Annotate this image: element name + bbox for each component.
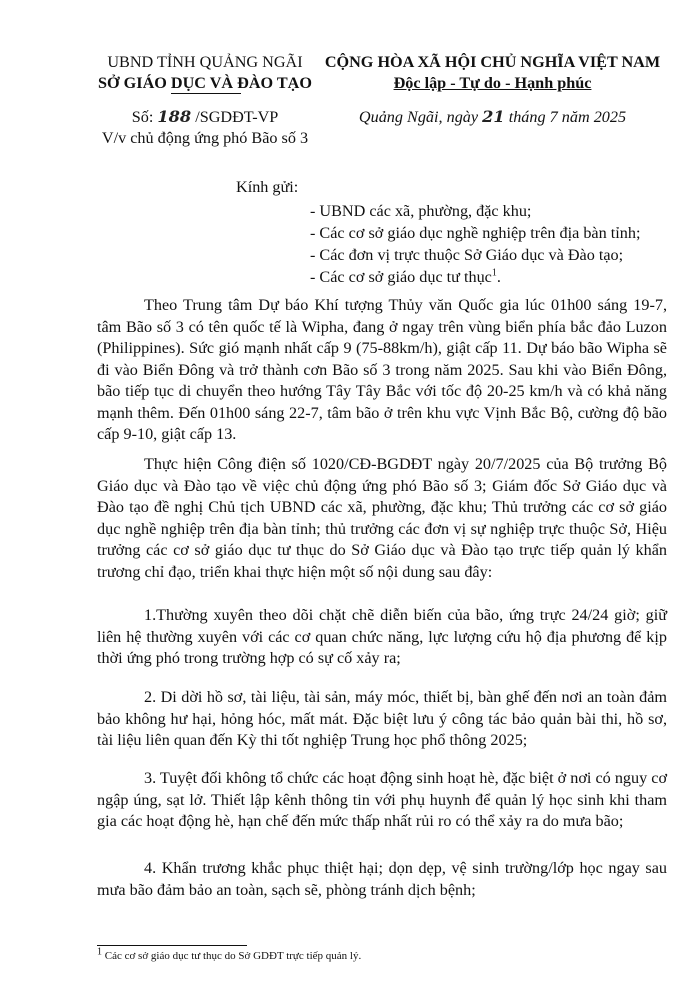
national-header — [320, 52, 665, 128]
recipients-list — [310, 200, 640, 288]
issue-day-handwritten: 21 — [482, 107, 505, 126]
paragraph-item-1: 1.Thường xuyên theo dõi chặt chẽ diễn biến của bão, ứng trực 24/24 giờ; giữ liên hệ thường xuyên với các cơ quan chức năng, lực lượng cứu hộ địa phương để kịp thời ứng phó trong trường hợp có sự cố xảy ra; — [97, 606, 667, 667]
recipient-item: - Các đơn vị trực thuộc Sở Giáo dục và Đào tạo; — [310, 246, 624, 264]
issue-date: Quảng Ngãi, ngày 21 tháng 7 năm 2025 — [358, 107, 627, 126]
footnote-separator — [97, 945, 247, 946]
paragraph-item-2: 2. Di dời hồ sơ, tài liệu, tài sản, máy móc, thiết bị, bàn ghế đến nơi an toàn đảm bảo không hư hại, hỏng hóc, mất mát. Đặc biệt lưu ý công tác bảo quản bài thi, hồ sơ, tài liệu liên quan đến Kỳ thi tốt nghiệp Trung học phổ thông 2025; — [97, 688, 667, 749]
document-number: Số: 188 /SGDĐT-VP — [131, 107, 279, 126]
document-subject: V/v chủ động ứng phó Bão số 3 — [101, 129, 309, 147]
footnote-reference: 1 — [491, 267, 497, 279]
recipient-item: - UBND các xã, phường, đặc khu; — [310, 202, 532, 220]
issuer-agency: UBND TỈNH QUẢNG NGÃI — [107, 53, 303, 71]
document-number-handwritten: 188 — [157, 107, 192, 126]
issuer-department: SỞ GIÁO DỤC VÀ ĐÀO TẠO — [98, 74, 312, 92]
recipients-label: Kính gửi: — [236, 178, 299, 196]
recipient-item: - Các cơ sở giáo dục tư thục$^1$. — [310, 267, 501, 286]
department-underline — [171, 93, 241, 94]
paragraph-directive: Thực hiện Công điện số 1020/CĐ-BGDĐT ngày 20/7/2025 của Bộ trưởng Bộ Giáo dục và Đào tạo về việc chủ động ứng phó Bão số 3; Giám đốc Sở Giáo dục và Đào tạo đề nghị Chủ tịch UBND các xã, phường, đặc khu; Thủ trưởng các cơ sở giáo dục nghề nghiệp trên địa bàn tỉnh; thủ trưởng các đơn vị sự nghiệp trực thuộc Sở, Hiệu trưởng các cơ sở giáo dục tư thục do Sở Giáo dục và Đào tạo trực tiếp quản lý khẩn trương chỉ đạo, triển khai thực hiện một số nội dung sau đây: — [97, 455, 667, 581]
national-motto: Độc lập - Tự do - Hạnh phúc — [393, 74, 592, 92]
nation-title: CỘNG HÒA XÃ HỘI CHỦ NGHĨA VIỆT NAM — [324, 53, 661, 71]
issuer-block — [95, 52, 315, 149]
paragraph-item-4: 4. Khẩn trương khắc phục thiệt hại; dọn dẹp, vệ sinh trường/lớp học ngay sau mưa bão đảm bảo an toàn, sạch sẽ, phòng tránh dịch bệnh; — [97, 859, 667, 899]
footnote-mark: 1 — [97, 946, 102, 958]
recipient-item: - Các cơ sở giáo dục nghề nghiệp trên địa bàn tỉnh; — [310, 224, 641, 242]
paragraph-forecast: Theo Trung tâm Dự báo Khí tượng Thủy văn Quốc gia lúc 01h00 sáng 19-7, tâm Bão số 3 có tên quốc tế là Wipha, đang ở ngay trên vùng biển phía bắc đảo Luzon (Philippines). Sức gió mạnh nhất cấp 9 (75-88km/h), giật cấp 11. Dự báo bão Wipha sẽ đi vào Biển Đông và trở thành cơn Bão số 3 trong năm 2025. Sau khi vào Biển Đông, bão tiếp tục di chuyển theo hướng Tây Tây Bắc với tốc độ 20-25 km/h và có khả năng mạnh thêm. Đến 01h00 sáng 22-7, tâm bão ở trên khu vực Vịnh Bắc Bộ, cường độ bão cấp 9-10, giật cấp 13. — [97, 296, 667, 443]
footnote: $^1$ Các cơ sở giáo dục tư thục do Sở GDĐT trực tiếp quản lý. — [97, 946, 362, 962]
paragraph-item-3: 3. Tuyệt đối không tổ chức các hoạt động sinh hoạt hè, đặc biệt ở nơi có nguy cơ ngập úng, sạt lở. Thiết lập kênh thông tin với phụ huynh để quản lý học sinh khi tham gia các hoạt động hè, hạn chế đến mức thấp nhất rủi ro có thể xảy ra do mưa bão; — [97, 769, 667, 830]
